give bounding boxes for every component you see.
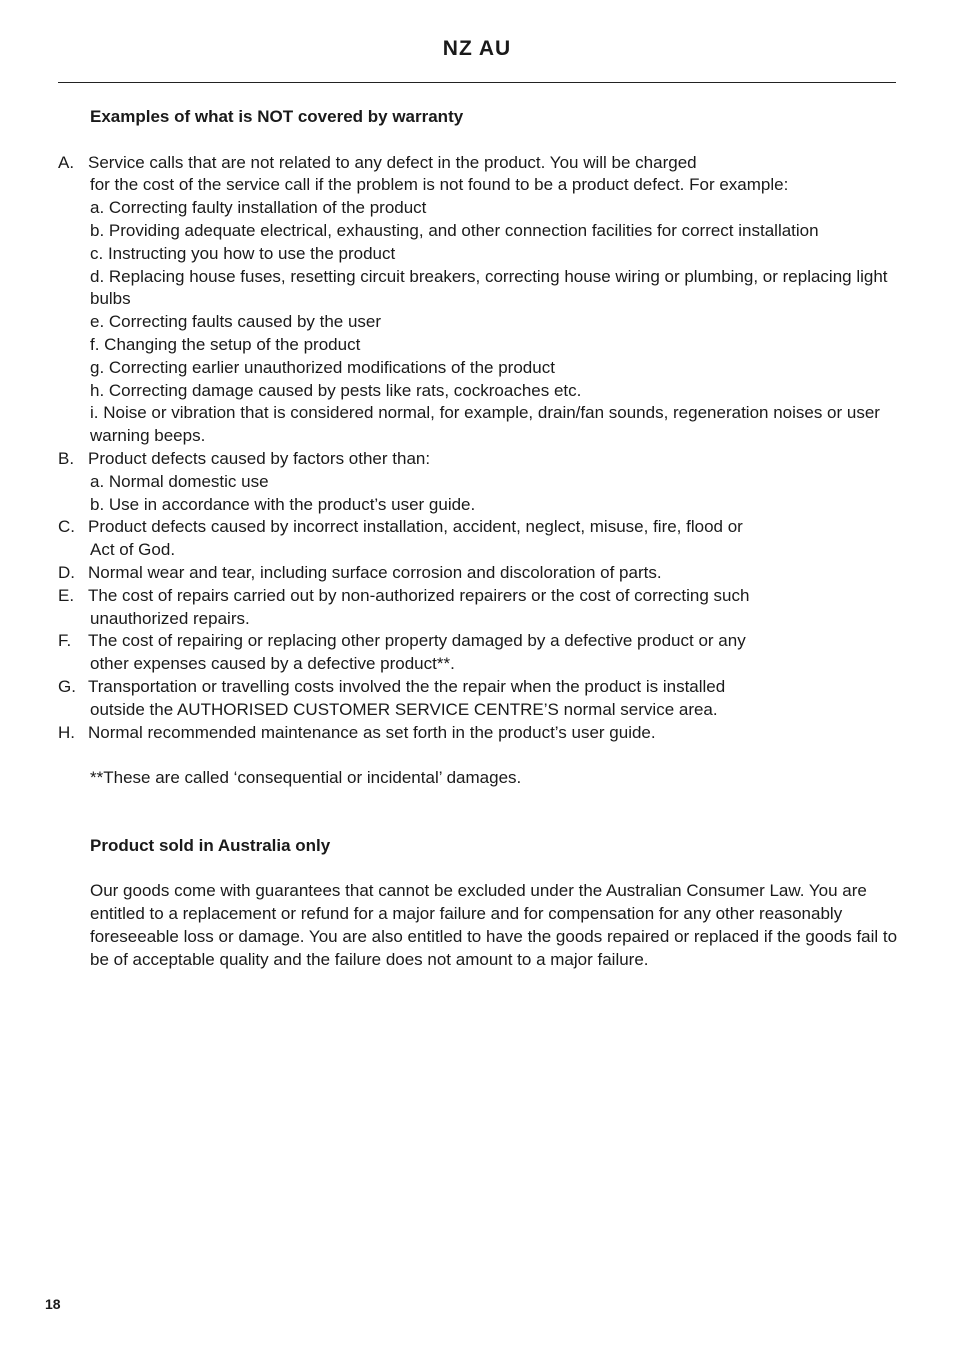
sub-list <box>58 471 898 517</box>
item-continuation: for the cost of the service call if the problem is not found to be a product defect. For example: <box>90 175 789 195</box>
item-continuation: unauthorized repairs. <box>90 608 250 628</box>
sub-item: i. Noise or vibration that is considered normal, for example, drain/fan sounds, regeneration noises or user warning beeps. <box>90 403 880 446</box>
item-first-line <box>58 448 898 471</box>
spacer <box>58 813 898 835</box>
item-letter: D. <box>58 562 75 582</box>
item-continuation: other expenses caused by a defective product**. <box>90 654 455 674</box>
warranty-exclusions-heading: Examples of what is NOT covered by warranty <box>90 107 464 126</box>
sub-item: f. Changing the setup of the product <box>90 334 361 354</box>
item-text: Normal recommended maintenance as set forth in the product’s user guide. <box>88 722 656 742</box>
sub-item: g. Correcting earlier unauthorized modifications of the product <box>90 357 555 377</box>
header-divider <box>58 82 896 83</box>
sub-item: a. Correcting faulty installation of the product <box>90 198 427 218</box>
footnote: **These are called ‘consequential or incidental’ damages. <box>90 768 522 788</box>
exclusion-item-f <box>58 630 898 676</box>
sub-item: b. Use in accordance with the product’s user guide. <box>90 494 476 514</box>
item-text: Normal wear and tear, including surface corrosion and discoloration of parts. <box>88 562 662 582</box>
exclusion-item-h <box>58 722 898 745</box>
item-first-line <box>58 722 898 745</box>
page-number: 18 <box>45 1296 61 1312</box>
sub-item: b. Providing adequate electrical, exhausting, and other connection facilities for correct installation <box>90 220 819 240</box>
australian-consumer-law-paragraph: Our goods come with guarantees that cannot be excluded under the Australian Consumer Law. You are entitled to a replacement or refund for a major failure and for compensation for any other reasonably foreseeable loss or damage. You are also entitled to have the goods repaired or replaced if the goods fail to be of acceptable quality and the failure does not amount to a major failure. <box>90 881 898 969</box>
sub-item: e. Correcting faults caused by the user <box>90 312 382 332</box>
item-text: Transportation or travelling costs involved the the repair when the product is installed <box>88 676 726 696</box>
item-text: Service calls that are not related to any defect in the product. You will be charged <box>88 152 697 172</box>
sub-item: d. Replacing house fuses, resetting circuit breakers, correcting house wiring or plumbing, or replacing light bulbs <box>90 266 888 309</box>
item-letter: F. <box>58 631 72 651</box>
spacer <box>58 858 898 881</box>
exclusion-item-a <box>58 152 898 448</box>
item-letter: E. <box>58 585 75 605</box>
item-letter: G. <box>58 676 76 696</box>
item-text: The cost of repairs carried out by non-authorized repairers or the cost of correcting such <box>88 585 750 605</box>
spacer <box>58 744 898 767</box>
item-first-line <box>58 516 898 539</box>
exclusion-item-d <box>58 562 898 585</box>
exclusion-item-g <box>58 676 898 722</box>
sub-item: c. Instructing you how to use the product <box>90 243 396 263</box>
exclusion-item-b <box>58 448 898 516</box>
exclusion-item-c <box>58 516 898 562</box>
item-letter: A. <box>58 152 75 172</box>
item-continuation: Act of God. <box>90 540 176 560</box>
page-content <box>58 106 898 971</box>
australia-section-heading: Product sold in Australia only <box>90 835 331 855</box>
sub-item: a. Normal domestic use <box>90 471 269 491</box>
spacer <box>58 129 898 152</box>
item-first-line <box>58 562 898 585</box>
sub-item: h. Correcting damage caused by pests like rats, cockroaches etc. <box>90 380 582 400</box>
item-letter: H. <box>58 722 75 742</box>
spacer <box>58 790 898 813</box>
item-first-line <box>58 676 898 699</box>
item-continuation: outside the AUTHORISED CUSTOMER SERVICE CENTRE’S normal service area. <box>90 699 718 719</box>
item-text: The cost of repairing or replacing other property damaged by a defective product or any <box>88 631 746 651</box>
item-first-line <box>58 630 898 653</box>
item-first-line <box>58 585 898 608</box>
item-text: Product defects caused by incorrect installation, accident, neglect, misuse, fire, flood or <box>88 517 743 537</box>
sub-list <box>58 197 898 448</box>
item-letter: C. <box>58 517 75 537</box>
exclusion-item-e <box>58 585 898 631</box>
item-letter: B. <box>58 448 75 468</box>
page-header-title: NZ AU <box>442 37 512 60</box>
item-text: Product defects caused by factors other than: <box>88 448 431 468</box>
item-first-line <box>58 152 898 175</box>
